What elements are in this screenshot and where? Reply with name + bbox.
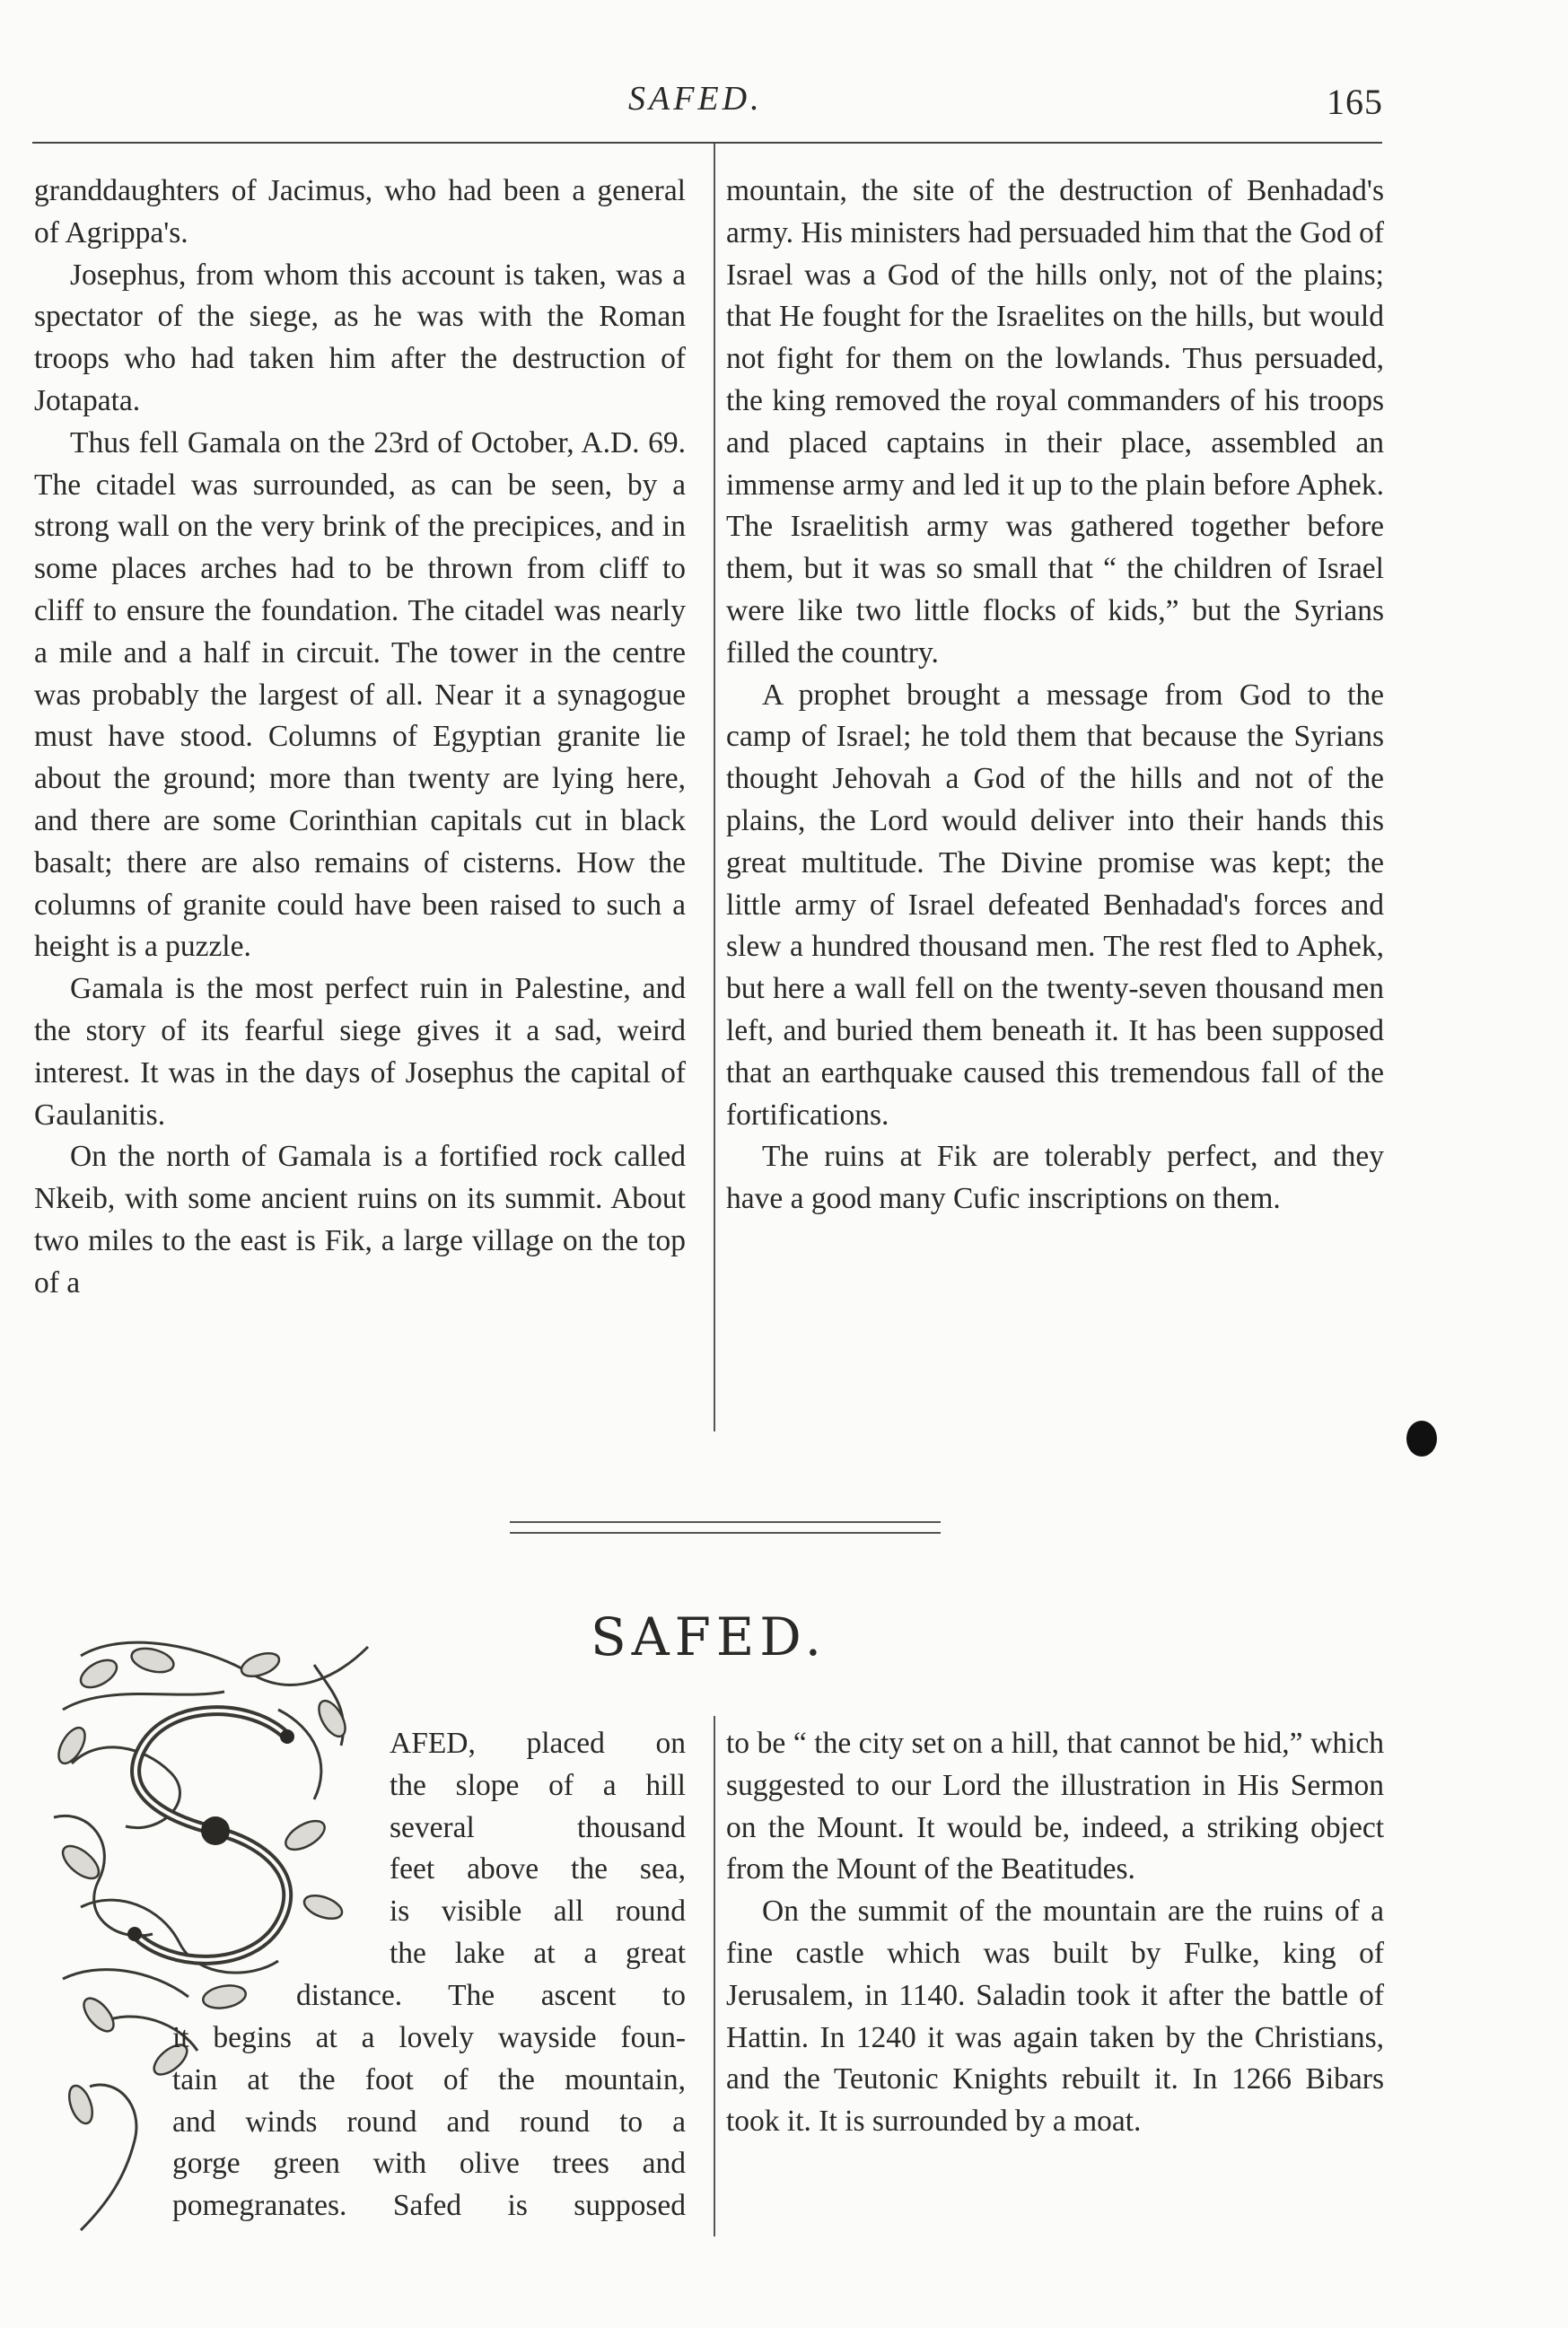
- section-heading: SAFED.: [591, 1606, 828, 1667]
- left-column-top: [34, 171, 686, 1305]
- running-header: [0, 72, 1568, 126]
- running-title: SAFED.: [628, 80, 763, 118]
- paragraph: Josephus, from whom this account is taken, was a spectator of the siege, as he was with the Roman troops who had taken him after the destruction of Jotapata.: [34, 258, 686, 417]
- paragraph: On the summit of the mountain are the ruins of a fine castle which was built by Fulke, king of Jerusalem, in 1140. Saladin took it after the battle of Hattin. In 1240 it was again taken by the Christians, and the Teutonic Knights rebuilt it. In 1266 Bibars took it. It is surrounded by a moat.: [726, 1895, 1384, 2139]
- intro-line: tain at the foot of the mountain,: [172, 2062, 686, 2096]
- intro-line: gorge green with olive trees and: [172, 2147, 686, 2181]
- intro-narrow-block: [390, 1723, 686, 1975]
- bullet-mark: [1406, 1421, 1437, 1457]
- intro-line: several thousand: [390, 1810, 686, 1844]
- right-column-bottom: [726, 1723, 1384, 2143]
- intro-line: and winds round and round to a: [172, 2105, 686, 2139]
- paragraph: A prophet brought a message from God to the camp of Israel; he told them that because the Syrians thought Jehovah a God of the hills and not of the plains, the Lord would deliver into their hands this great multitude. The Divine promise was kept; the little army of Israel defeated Benhadad's forces and slew a hundred thousand men. The rest fled to Aphek, but here a wall fell on the twenty-seven thousand men left, and buried them beneath it. It has been supposed that an earthquake caused this tremendous fall of the fortifications.: [726, 678, 1384, 1132]
- intro-line: is visible all round: [390, 1895, 686, 1929]
- paragraph: On the north of Gamala is a fortified rock called Nkeib, with some ancient ruins on its summit. About two miles to the east is Fik, a large village on the top of a: [34, 1140, 686, 1300]
- intro-line: distance. The ascent to: [296, 1979, 686, 2012]
- intro-line: AFED, placed on: [390, 1727, 686, 1760]
- column-divider-bottom: [714, 1716, 715, 2236]
- intro-line: pomegranates. Safed is supposed: [172, 2189, 686, 2223]
- paragraph: granddaughters of Jacimus, who had been a general of Agrippa's.: [34, 174, 686, 249]
- right-column-top: [726, 171, 1384, 1221]
- paragraph: Gamala is the most perfect ruin in Palestine, and the story of its fearful siege gives it a sad, weird interest. It was in the days of Josephus the capital of Gaulanitis.: [34, 972, 686, 1132]
- page-number: 165: [1327, 82, 1383, 122]
- intro-line: feet above the sea,: [390, 1852, 686, 1886]
- paragraph: Thus fell Gamala on the 23rd of October, A.D. 69. The citadel was surrounded, as can be seen, by a strong wall on the very brink of the precipices, and in some places arches had to be thrown from cliff to cliff to ensure the foundation. The citadel was nearly a mile and a half in circuit. The tower in the centre was probably the largest of all. Near it a synagogue must have stood. Columns of Egyptian granite lie about the ground; more than twenty are lying here, and there are some Corinthian capitals cut in black basalt; there are also remains of cisterns. How the columns of granite could have been raised to such a height is a puzzle.: [34, 425, 686, 964]
- intro-wide-block: [172, 2017, 686, 2227]
- column-divider-top: [714, 144, 715, 1431]
- header-rule: [32, 142, 1382, 144]
- paragraph: The ruins at Fik are tolerably perfect, and they have a good many Cufic inscriptions on them.: [726, 1140, 1384, 1216]
- intro-line: the lake at a great: [390, 1936, 686, 1970]
- section-divider: [510, 1521, 941, 1534]
- intro-mid-line: [296, 1975, 686, 2017]
- intro-line: the slope of a hill: [390, 1768, 686, 1802]
- paragraph: to be “ the city set on a hill, that cannot be hid,” which suggested to our Lord the illustration in His Sermon on the Mount. It would be, indeed, a striking object from the Mount of the Beatitudes.: [726, 1727, 1384, 1886]
- intro-line: it begins at a lovely wayside foun-: [172, 2021, 686, 2054]
- paragraph: mountain, the site of the destruction of Benhadad's army. His ministers had persuaded him that the God of Israel was a God of the hills only, not of the plains; that He fought for the Israelites on the hills, but would not fight for them on the lowlands. Thus persuaded, the king removed the royal commanders of his troops and placed captains in their place, assembled an immense army and led it up to the plain before Aphek. The Israelitish army was gathered together before them, but it was so small that “ the children of Israel were like two little flocks of kids,” but the Syrians filled the country.: [726, 174, 1384, 670]
